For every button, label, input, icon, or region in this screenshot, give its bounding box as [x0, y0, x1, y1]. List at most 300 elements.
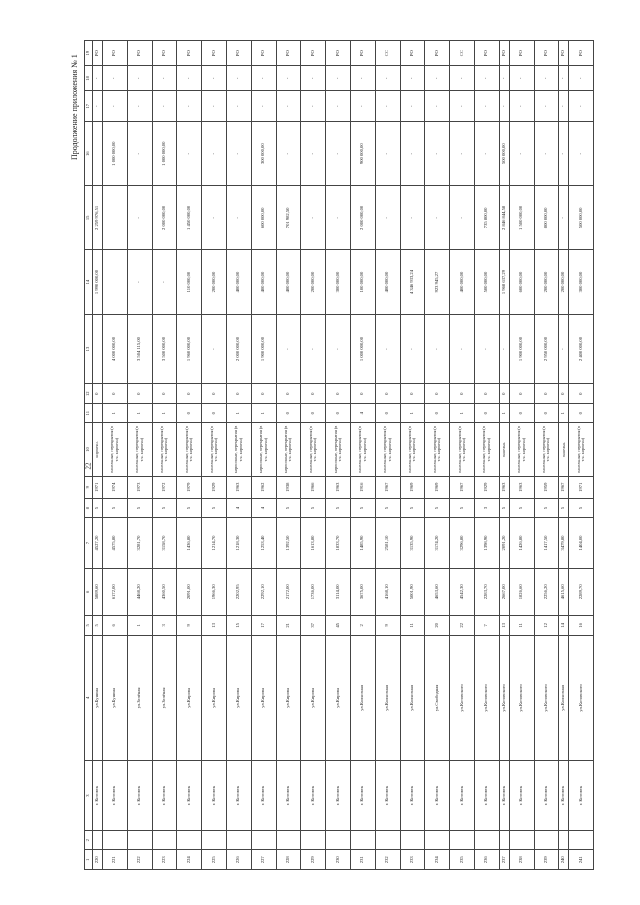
cell-sum-b: -	[226, 186, 251, 250]
cell-elev: 0	[152, 384, 177, 404]
cell-sum-a: 400 000,00	[226, 250, 251, 314]
cell-house: 17	[251, 616, 276, 636]
cell-sum-total: -	[375, 314, 400, 384]
cell-material: кирпичные, перекрытия (в т.ч. кирпичн)	[276, 423, 301, 476]
empty-cell	[93, 830, 103, 850]
cell-street: ул.Кирова	[202, 635, 227, 761]
cell-sum-a: -	[127, 250, 152, 314]
cell-material: панельные, перекрытия (в т.ч. кирпичн)	[177, 423, 202, 476]
cell-c16: -	[375, 91, 400, 122]
cell-sum-total: 2 000 000,00	[226, 314, 251, 384]
cell-org: РО	[474, 41, 499, 66]
cell-sum-c: -	[569, 122, 594, 186]
column-number-cell: 9	[85, 476, 93, 498]
column-number-cell: 11	[85, 403, 93, 423]
cell-entr: 1	[127, 403, 152, 423]
cell-c17: -	[103, 66, 128, 91]
cell-sum-total: -	[202, 314, 227, 384]
cell-house: 7	[474, 616, 499, 636]
cell-num: 239	[534, 850, 559, 870]
cell-city: г. Котовск	[450, 761, 475, 831]
cell-area: 4360,50	[152, 568, 177, 615]
cell-entr: 0	[569, 403, 594, 423]
cell-area: 2667,00	[499, 568, 509, 615]
cell-entr: 0	[375, 403, 400, 423]
cell-city: г. Котовск	[226, 761, 251, 831]
table-body	[93, 41, 594, 870]
cell-city: г. Котовск	[425, 761, 450, 831]
column-number-cell: 19	[85, 41, 93, 66]
column-number-cell: 2	[85, 830, 93, 850]
cell-sum-b: 701 982,50	[276, 186, 301, 250]
cell-floors: 5	[276, 498, 301, 518]
empty-cell	[152, 830, 177, 850]
cell-living: 3135,90	[400, 518, 425, 568]
cell-sum-a: 500 000,00	[474, 250, 499, 314]
cell-c16: -	[251, 91, 276, 122]
cell-c17: -	[177, 66, 202, 91]
cell-sum-c: -	[127, 122, 152, 186]
cell-sum-b: -	[425, 186, 450, 250]
cell-sum-a: 400 000,00	[276, 250, 301, 314]
cell-material: панельные, перекрытия (в т.ч. кирпичн)	[425, 423, 450, 476]
cell-c16: -	[509, 91, 534, 122]
cell-area: 2256,20	[534, 568, 559, 615]
cell-material: панельные, перекрытия (в т.ч. кирпичн)	[350, 423, 375, 476]
cell-sum-b: 800 000,00	[534, 186, 559, 250]
cell-area: 5001,90	[400, 568, 425, 615]
cell-entr: 0	[509, 403, 534, 423]
cell-num: 222	[127, 850, 152, 870]
housing-table	[84, 40, 594, 870]
cell-year: 1929	[202, 476, 227, 498]
empty-cell	[301, 830, 326, 850]
cell-elev: 0	[103, 384, 128, 404]
cell-org: РО	[559, 41, 569, 66]
cell-org: РО	[152, 41, 177, 66]
cell-sum-c: -	[509, 122, 534, 186]
cell-living: 1404,00	[569, 518, 594, 568]
table-row	[202, 41, 227, 870]
cell-sum-total: -	[559, 314, 569, 384]
cell-c16: -	[127, 91, 152, 122]
cell-living: 3296,80	[450, 518, 475, 568]
cell-year: 1963	[326, 476, 351, 498]
cell-sum-a: 200 000,00	[534, 250, 559, 314]
cell-num: 225	[202, 850, 227, 870]
cell-entr: 0	[177, 403, 202, 423]
cell-c17: -	[499, 66, 509, 91]
cell-c17: -	[534, 66, 559, 91]
cell-floors: 5	[103, 498, 128, 518]
cell-entr: 1	[450, 403, 475, 423]
cell-org: РО	[276, 41, 301, 66]
cell-living: 1214,70	[202, 518, 227, 568]
cell-house: 13	[202, 616, 227, 636]
cell-city: г. Котовск	[103, 761, 128, 831]
cell-floors: 5	[569, 498, 594, 518]
cell-sum-c: 300 000,00	[251, 122, 276, 186]
cell-sum-a: 200 000,00	[202, 250, 227, 314]
cell-floors: 5	[534, 498, 559, 518]
cell-sum-total: 1 000 000,00	[350, 314, 375, 384]
empty-cell	[251, 830, 276, 850]
cell-elev: 0	[276, 384, 301, 404]
cell-city: г. Котовск	[152, 761, 177, 831]
cell-org: РО	[202, 41, 227, 66]
cell-num: 227	[251, 850, 276, 870]
cell-living: 2581,10	[375, 518, 400, 568]
column-number-row	[85, 41, 93, 870]
cell-c16: -	[226, 91, 251, 122]
cell-org: РО	[301, 41, 326, 66]
cell-sum-a: 110 000,00	[177, 250, 202, 314]
cell-year: 1979	[177, 476, 202, 498]
cell-sum-a: 300 000,00	[326, 250, 351, 314]
table-row	[326, 41, 351, 870]
cell-street: ул.Свободная	[425, 635, 450, 761]
empty-cell	[450, 830, 475, 850]
cell-street: ул.Колхозная	[559, 635, 569, 761]
cell-living: 1613,80	[301, 518, 326, 568]
page-number: 22	[84, 462, 93, 470]
document-sheet	[70, 40, 596, 870]
cell-area: 4653,60	[425, 568, 450, 615]
cell-area: 1826,60	[509, 568, 534, 615]
cell-sum-c: -	[534, 122, 559, 186]
empty-cell	[569, 830, 594, 850]
cell-area: 2172,00	[276, 568, 301, 615]
cell-city: г. Котовск	[127, 761, 152, 831]
cell-city: г. Котовск	[474, 761, 499, 831]
cell-num: 230	[326, 850, 351, 870]
cell-num: 221	[103, 850, 128, 870]
cell-sum-c: -	[400, 122, 425, 186]
column-number-cell: 17	[85, 91, 93, 122]
cell-sum-a: 100 000,00	[350, 250, 375, 314]
cell-street: ул.Котовского	[499, 635, 509, 761]
cell-num: 238	[509, 850, 534, 870]
cell-city: г. Котовск	[326, 761, 351, 831]
cell-year: 1959	[534, 476, 559, 498]
cell-c16: -	[534, 91, 559, 122]
cell-floors: 5	[326, 498, 351, 518]
cell-num: 241	[569, 850, 594, 870]
cell-c17: -	[93, 66, 103, 91]
cell-year: 1963	[499, 476, 509, 498]
empty-cell	[499, 830, 509, 850]
cell-year: 1967	[559, 476, 569, 498]
cell-material: кирпичные, перекрытия (в т.ч. кирпичн)	[326, 423, 351, 476]
cell-sum-c: -	[559, 122, 569, 186]
cell-street: ул.Кирова	[251, 635, 276, 761]
cell-city: г. Котовск	[400, 761, 425, 831]
cell-living: 1436,80	[177, 518, 202, 568]
cell-c17: -	[251, 66, 276, 91]
cell-num: 231	[350, 850, 375, 870]
cell-year: 1963	[226, 476, 251, 498]
cell-elev: 0	[569, 384, 594, 404]
cell-entr: 1	[499, 403, 509, 423]
cell-elev: 0	[326, 384, 351, 404]
cell-org: РО	[350, 41, 375, 66]
cell-sum-b: 2 000 000,00	[152, 186, 177, 250]
cell-sum-total: -	[474, 314, 499, 384]
cell-c16: -	[301, 91, 326, 122]
cell-floors: 4	[251, 498, 276, 518]
cell-house: 9	[375, 616, 400, 636]
cell-sum-c: -	[202, 122, 227, 186]
cell-sum-c	[93, 122, 103, 186]
cell-sum-c: 1 000 000,00	[152, 122, 177, 186]
cell-year: 1972	[152, 476, 177, 498]
cell-c17: -	[559, 66, 569, 91]
cell-entr	[93, 403, 103, 423]
cell-house: 20	[425, 616, 450, 636]
cell-num: 233	[400, 850, 425, 870]
empty-cell	[350, 830, 375, 850]
cell-material: кирпичные, перекрытия (в т.ч. кирпичн)	[226, 423, 251, 476]
column-number-cell: 7	[85, 518, 93, 568]
table-row	[152, 41, 177, 870]
empty-cell	[400, 830, 425, 850]
cell-area: 4168,10	[375, 568, 400, 615]
cell-c17: -	[326, 66, 351, 91]
empty-cell	[559, 830, 569, 850]
cell-sum-b: 1 500 000,00	[509, 186, 534, 250]
empty-cell	[226, 830, 251, 850]
cell-sum-a: 300 000,00	[569, 250, 594, 314]
cell-c16: -	[569, 91, 594, 122]
cell-living: 1398,90	[474, 518, 499, 568]
cell-sum-b: -	[450, 186, 475, 250]
cell-num: 226	[226, 850, 251, 870]
cell-sum-a: 923 945,27	[425, 250, 450, 314]
cell-entr: 0	[202, 403, 227, 423]
cell-entr: 1	[152, 403, 177, 423]
table-row	[226, 41, 251, 870]
cell-house: 2	[350, 616, 375, 636]
cell-org: РО	[177, 41, 202, 66]
cell-elev: 0	[350, 384, 375, 404]
cell-sum-a: 200 000,00	[559, 250, 569, 314]
cell-house: 12	[534, 616, 559, 636]
cell-c16: -	[177, 91, 202, 122]
cell-street: ул.Котовского	[509, 635, 534, 761]
cell-sum-b: 600 000,00	[251, 186, 276, 250]
cell-area: 4615,60	[559, 568, 569, 615]
table-row	[569, 41, 594, 870]
cell-house: 3	[152, 616, 177, 636]
cell-living: 1485,90	[350, 518, 375, 568]
cell-org: РО	[251, 41, 276, 66]
cell-elev: 0	[559, 384, 569, 404]
cell-entr: 0	[326, 403, 351, 423]
cell-house: 37	[301, 616, 326, 636]
cell-city: г. Котовск	[499, 761, 509, 831]
cell-c17: -	[152, 66, 177, 91]
cell-c17: -	[509, 66, 534, 91]
cell-sum-b: -	[301, 186, 326, 250]
cell-sum-total	[93, 314, 103, 384]
cell-house: 21	[276, 616, 301, 636]
cell-year: 1969	[400, 476, 425, 498]
cell-year: 1973	[127, 476, 152, 498]
empty-cell	[103, 830, 128, 850]
cell-c17: -	[226, 66, 251, 91]
column-number-cell: 15	[85, 186, 93, 250]
cell-c16: -	[326, 91, 351, 122]
column-number-cell: 4	[85, 635, 93, 761]
cell-living: 3281,70	[127, 518, 152, 568]
cell-num: 229	[301, 850, 326, 870]
cell-material: панельные, перекрытия (в т.ч. кирпичн)	[450, 423, 475, 476]
cell-elev: 0	[93, 384, 103, 404]
cell-house: 1	[127, 616, 152, 636]
cell-street: ул.Зелёная	[152, 635, 177, 761]
cell-city: г. Котовск	[177, 761, 202, 831]
cell-elev: 0	[400, 384, 425, 404]
cell-entr: 1	[226, 403, 251, 423]
cell-city: г. Котовск	[559, 761, 569, 831]
cell-elev: 0	[450, 384, 475, 404]
cell-street: ул.Котовского	[534, 635, 559, 761]
table-row	[474, 41, 499, 870]
cell-house: 11	[509, 616, 534, 636]
column-number-cell: 5	[85, 616, 93, 636]
cell-sum-total: -	[450, 314, 475, 384]
cell-sum-a: 1 990 000,00	[93, 250, 103, 314]
cell-city: г. Котовск	[202, 761, 227, 831]
column-number-cell: 10	[85, 423, 93, 476]
cell-sum-c: -	[474, 122, 499, 186]
cell-floors: 5	[559, 498, 569, 518]
table-row	[499, 41, 509, 870]
cell-area: 2091,00	[177, 568, 202, 615]
cell-sum-total: -	[276, 314, 301, 384]
cell-living: 1253,40	[251, 518, 276, 568]
cell-org: РО	[93, 41, 103, 66]
table-row	[177, 41, 202, 870]
cell-sum-c: -	[450, 122, 475, 186]
cell-area: 3114,00	[326, 568, 351, 615]
cell-sum-a: 400 000,00	[251, 250, 276, 314]
cell-c17: -	[301, 66, 326, 91]
cell-house: 6	[103, 616, 128, 636]
cell-material: панельные, перекрытия (в т.ч. кирпичн)	[103, 423, 128, 476]
table-row	[103, 41, 128, 870]
cell-area: 3675,00	[350, 568, 375, 615]
cell-c16: -	[103, 91, 128, 122]
column-number-cell: 3	[85, 761, 93, 831]
cell-street: ул.Зелёная	[127, 635, 152, 761]
cell-num: 220	[93, 850, 103, 870]
cell-num: 235	[450, 850, 475, 870]
cell-area: 4542,30	[450, 568, 475, 615]
cell-elev: 0	[474, 384, 499, 404]
cell-street: ул.Котовского	[569, 635, 594, 761]
cell-material: панельн.	[559, 423, 569, 476]
rotated-table-container	[70, 40, 596, 870]
cell-city: г. Котовск	[534, 761, 559, 831]
cell-area: 1736,00	[301, 568, 326, 615]
table-row	[450, 41, 475, 870]
table-row	[350, 41, 375, 870]
cell-living: 4575,80	[103, 518, 128, 568]
cell-elev: 0	[534, 384, 559, 404]
cell-sum-c: -	[425, 122, 450, 186]
cell-c16: -	[425, 91, 450, 122]
cell-org: РО	[499, 41, 509, 66]
cell-sum-a: 200 000,00	[301, 250, 326, 314]
cell-sum-c: 900 000,00	[350, 122, 375, 186]
cell-c16: -	[276, 91, 301, 122]
cell-house: 15	[226, 616, 251, 636]
cell-area: 2289,70	[569, 568, 594, 615]
cell-sum-total: -	[301, 314, 326, 384]
cell-house: 16	[569, 616, 594, 636]
cell-elev: 0	[226, 384, 251, 404]
cell-org: СС	[450, 41, 475, 66]
cell-material: панельные, перекрытия (в т.ч. кирпичн)	[400, 423, 425, 476]
table-row	[509, 41, 534, 870]
column-number-cell: 14	[85, 250, 93, 314]
column-number-cell: 6	[85, 568, 93, 615]
cell-c17: -	[202, 66, 227, 91]
cell-sum-a: 400 000,00	[375, 250, 400, 314]
cell-floors: 5	[93, 498, 103, 518]
cell-area: 6172,00	[103, 568, 128, 615]
cell-house: 5	[93, 616, 103, 636]
cell-year: 1967	[375, 476, 400, 498]
cell-elev: 0	[251, 384, 276, 404]
table-row	[93, 41, 103, 870]
cell-year: 1971	[569, 476, 594, 498]
cell-sum-total: 1 900 000,00	[509, 314, 534, 384]
cell-entr: 0	[425, 403, 450, 423]
cell-year: 1971	[93, 476, 103, 498]
column-number-cell: 13	[85, 314, 93, 384]
cell-material: панельные, перекрытия (в т.ч. кирпичн)	[569, 423, 594, 476]
cell-sum-b: 2 259 976,51	[93, 186, 103, 250]
cell-street: ул.Колхозная	[375, 635, 400, 761]
cell-num: 224	[177, 850, 202, 870]
cell-sum-total: 1 900 000,00	[251, 314, 276, 384]
table-row	[425, 41, 450, 870]
table-row	[301, 41, 326, 870]
cell-c16: -	[499, 91, 509, 122]
cell-num: 228	[276, 850, 301, 870]
cell-area: 2202,95	[226, 568, 251, 615]
cell-living: 3479,80	[559, 518, 569, 568]
column-number-cell: 18	[85, 66, 93, 91]
cell-floors: 5	[127, 498, 152, 518]
empty-cell	[474, 830, 499, 850]
cell-living: 1392,50	[276, 518, 301, 568]
cell-sum-c: -	[226, 122, 251, 186]
cell-sum-total: 2 400 000,00	[569, 314, 594, 384]
cell-sum-c: 500 000,00	[499, 122, 509, 186]
cell-elev: 0	[509, 384, 534, 404]
cell-sum-b: 735 800,00	[474, 186, 499, 250]
appendix-title: Продолжение приложения № 1	[70, 54, 79, 160]
cell-sum-b: 1 450 000,00	[177, 186, 202, 250]
cell-year: 1938	[276, 476, 301, 498]
empty-cell	[534, 830, 559, 850]
cell-entr: 1	[400, 403, 425, 423]
table-row	[400, 41, 425, 870]
cell-floors: 5	[509, 498, 534, 518]
